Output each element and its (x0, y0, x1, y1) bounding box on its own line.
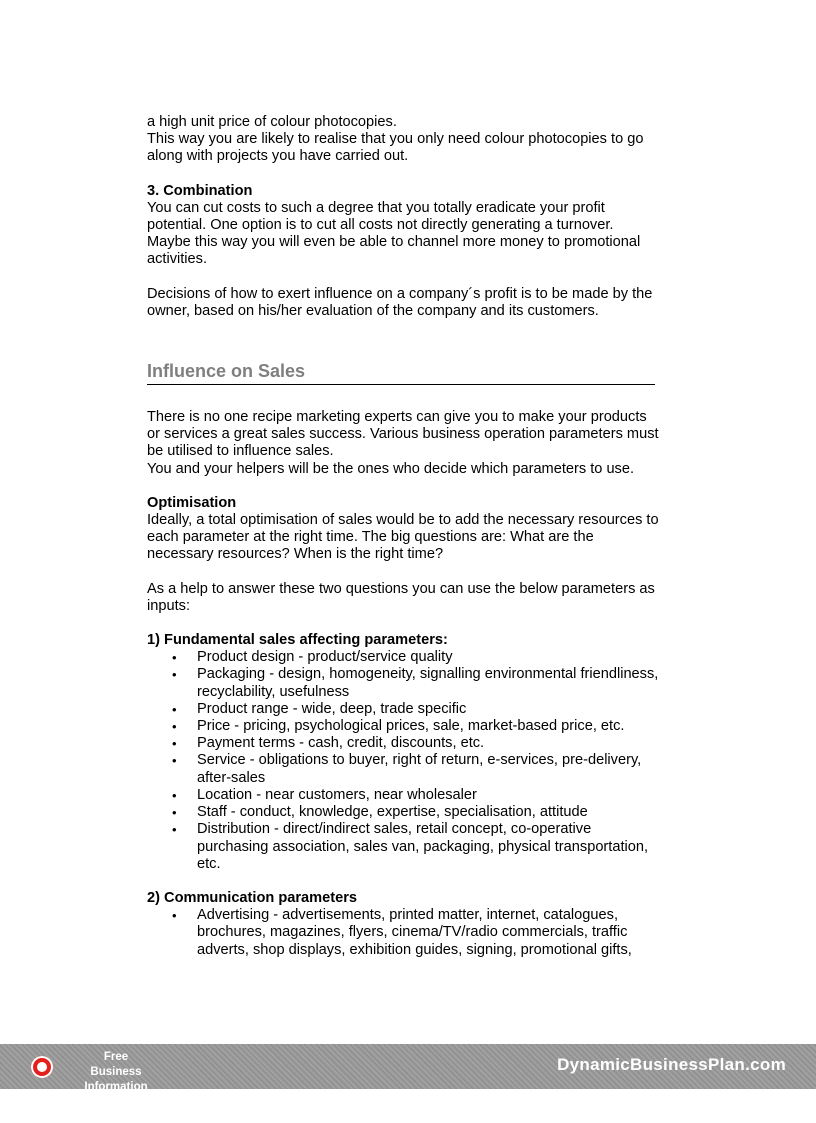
footer-tagline-line-2: Information (84, 1081, 148, 1093)
optimisation-text: Ideally, a total optimisation of sales would be to add the necessary resources to each parameter at the right time. The big questions are: What are the necessary resources? When is the right time? (147, 512, 659, 563)
list-item: • Advertising - advertisements, printed matter, internet, catalogues, brochures, magazines, flyers, cinema/TV/radio commercials, traffic adverts, shop displays, exhibition guides, signing, promotional gifts, (147, 907, 659, 959)
combination-heading: 3. Combination (147, 182, 253, 199)
footer-tagline-line-1: Free Business (90, 1051, 142, 1078)
list-item: • Packaging - design, homogeneity, signalling environmental friendliness, recyclability, usefulness (147, 666, 659, 700)
list-item: • Price - pricing, psychological prices, sale, market-based price, etc. (147, 718, 659, 735)
fundamental-heading: 1) Fundamental sales affecting parameters: (147, 632, 448, 649)
communication-list (147, 907, 659, 959)
logo-circle-icon (31, 1056, 53, 1078)
influence-paragraph-2: You and your helpers will be the ones who decide which parameters to use. (147, 460, 635, 477)
list-item: • Location - near customers, near wholesaler (147, 787, 659, 804)
intro-line-1: a high unit price of colour photocopies. (147, 114, 397, 130)
list-item: • Staff - conduct, knowledge, expertise, specialisation, attitude (147, 804, 659, 821)
section-title-influence: Influence on Sales (147, 360, 655, 385)
intro-line-2: This way you are likely to realise that you only need colour photocopies to go along with projects you have carried out. (147, 131, 644, 165)
list-item: • Product design - product/service quality (147, 649, 659, 666)
communication-heading: 2) Communication parameters (147, 889, 358, 906)
document-body (147, 114, 659, 959)
list-item: • Payment terms - cash, credit, discounts, etc. (147, 735, 659, 752)
optimisation-heading: Optimisation (147, 494, 237, 511)
influence-paragraph-1: There is no one recipe marketing experts can give you to make your products or services a great sales success. Various business operation parameters must be utilised to influence sales. (147, 409, 659, 460)
footer-tagline (80, 1050, 152, 1095)
fundamental-list (147, 649, 659, 873)
decisions-text: Decisions of how to exert influence on a company´s profit is to be made by the owner, based on his/her evaluation of the company and its customers. (147, 285, 653, 319)
combination-text: You can cut costs to such a degree that you totally eradicate your profit potential. One option is to cut all costs not directly generating a turnover. Maybe this way you will even be able to channel more money to promotional activities. (147, 199, 641, 268)
list-item: • Distribution - direct/indirect sales, retail concept, co-operative purchasing association, sales van, packaging, physical transportation, etc. (147, 821, 659, 873)
footer-site-link[interactable]: DynamicBusinessPlan.com (557, 1055, 786, 1074)
footer-bar (0, 1044, 816, 1093)
list-item: • Service - obligations to buyer, right of return, e-services, pre-delivery, after-sales (147, 752, 659, 786)
list-item: • Product range - wide, deep, trade specific (147, 701, 659, 718)
help-text: As a help to answer these two questions you can use the below parameters as inputs: (147, 580, 655, 614)
